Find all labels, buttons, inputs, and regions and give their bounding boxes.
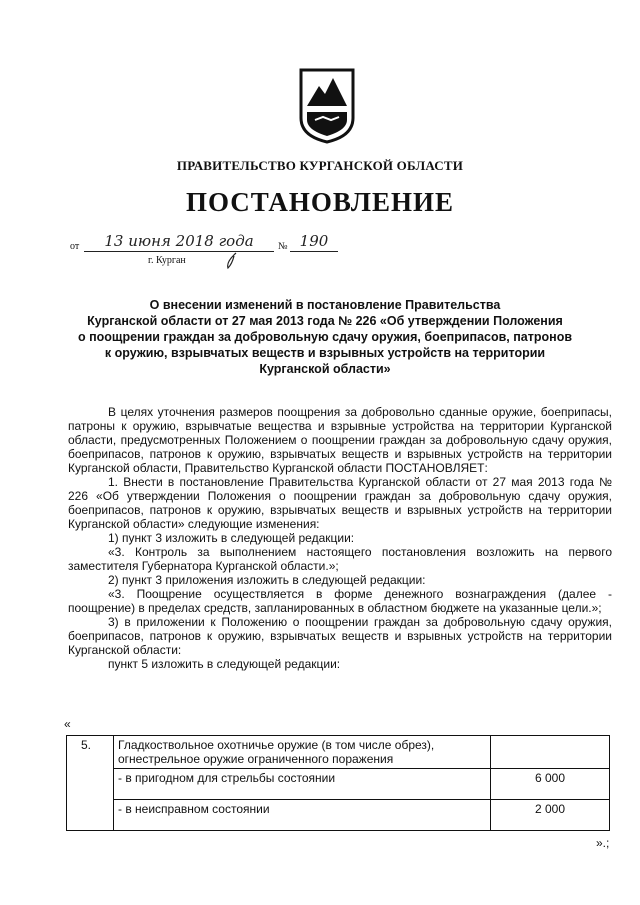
table-cell-value: 2 000	[491, 800, 610, 831]
reward-table	[66, 735, 610, 831]
table-cell-empty	[491, 736, 610, 769]
intro-paragraph: В целях уточнения размеров поощрения за добровольно сданные оружие, боеприпасы, патроны к оружию, взрывчатые вещества и взрывные устройства на территории Курганской области, предусмотренных Положением о поощрении граждан за добровольную сдачу оружия, боеприпасов, патронов к оружию, взрывчатых веществ и взрывных устройств на территории Курганской области, Правительство Курганской области ПОСТАНОВЛЯЕТ:	[68, 405, 612, 475]
city: г. Курган	[148, 255, 186, 266]
number-prefix: №	[278, 241, 288, 252]
table-row	[67, 800, 610, 831]
quote-open: «	[64, 717, 71, 731]
table-cell-label: - в неисправном состоянии	[114, 800, 491, 831]
government-name: ПРАВИТЕЛЬСТВО КУРГАНСКОЙ ОБЛАСТИ	[176, 158, 464, 173]
subject-line: Курганской области от 27 мая 2013 года № 226 «Об утверждении Положения	[87, 314, 563, 328]
table-cell-number: 5.	[67, 736, 114, 831]
subject-line: о поощрении граждан за добровольную сдачу оружия, боеприпасов, патронов	[77, 330, 573, 344]
date-prefix: от	[70, 241, 80, 252]
subject-block	[70, 297, 580, 377]
signature-mark	[222, 252, 242, 270]
table-cell-value: 6 000	[491, 769, 610, 800]
table-row	[67, 736, 610, 769]
subitem-3-text: пункт 5 изложить в следующей редакции:	[108, 657, 341, 671]
subitem-1: 1) пункт 3 изложить в следующей редакции:	[108, 531, 355, 545]
quote-close: ».;	[596, 836, 610, 850]
date-handwritten: 13 июня 2018 года	[84, 232, 274, 252]
subitem-3: 3) в приложении к Положению о поощрении граждан за добровольную сдачу оружия, боеприпасов, патронов к оружию, взрывчатых веществ и взрывных устройств на территории Курганской области:	[68, 615, 612, 657]
subject-line: О внесении изменений в постановление Правительства	[149, 298, 501, 312]
subject-line: Курганской области»	[259, 362, 391, 376]
item-1: 1. Внести в постановление Правительства Курганской области от 27 мая 2013 года № 226 «Об утверждении Положения о поощрении граждан за добровольную сдачу оружия, боеприпасов, патронов к оружию, взрывчатых веществ и взрывных устройств на территории Курганской области» следующие изменения:	[68, 475, 612, 531]
subitem-2: 2) пункт 3 приложения изложить в следующей редакции:	[108, 573, 426, 587]
coat-of-arms-icon	[297, 66, 357, 144]
subject-line: к оружию, взрывчатых веществ и взрывных устройств на территории	[104, 346, 546, 360]
table-row	[67, 769, 610, 800]
document-title: ПОСТАНОВЛЕНИЕ	[185, 187, 455, 217]
subitem-2-text: «3. Поощрение осуществляется в форме денежного вознаграждения (далее - поощрение) в пределах средств, запланированных в областном бюджете на указанные цели.»;	[68, 587, 612, 615]
number-handwritten: 190	[290, 232, 338, 252]
table-cell-label: - в пригодном для стрельбы состоянии	[114, 769, 491, 800]
subitem-1-text: «3. Контроль за выполнением настоящего постановления возложить на первого заместителя Губернатора Курганской области.»;	[68, 545, 612, 573]
body-text	[68, 405, 612, 671]
table-cell-title: Гладкоствольное охотничье оружие (в том числе обрез), огнестрельное оружие ограниченного поражения	[114, 736, 491, 769]
